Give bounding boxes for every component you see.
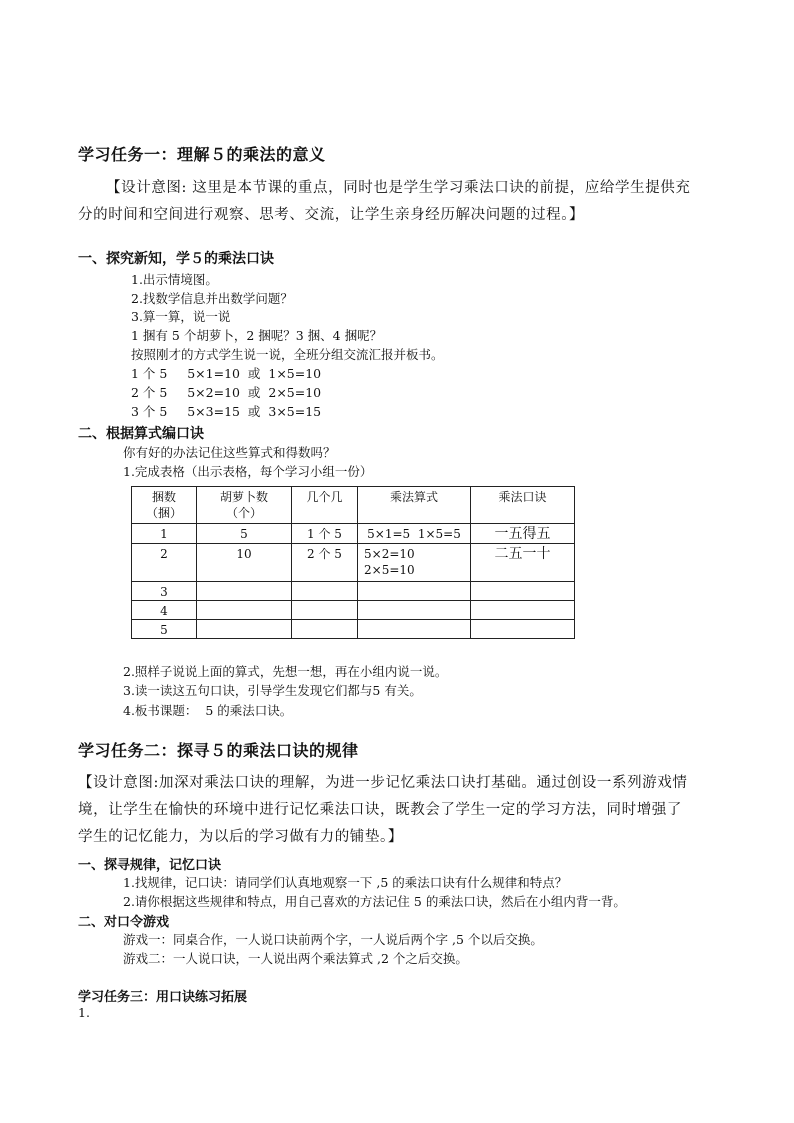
task2-intent-line: 学生的记忆能力，为以后的学习做有力的铺垫。】	[78, 829, 403, 845]
table-cell: 5×1=5 1×5=5	[358, 524, 471, 544]
table-cell: 3	[132, 582, 197, 601]
section2-line: 你有好的办法记住这些算式和得数吗？	[123, 445, 336, 460]
section2-heading: 二、根据算式编口诀	[78, 426, 204, 442]
section2-after-line: 4.板书课题： 5 的乘法口诀。	[123, 703, 293, 718]
section1-line: 1.出示情境图。	[131, 272, 218, 287]
section4-line: 游戏一：同桌合作，一人说口诀前两个字，一人说后两个字 ,5 个以后交换。	[123, 932, 543, 947]
table-cell: 10	[197, 544, 292, 582]
table-cell	[471, 620, 575, 639]
section1-line: 1 个 5 5×1=10 或 1×5=10	[131, 366, 322, 381]
table-cell	[358, 620, 471, 639]
table-cell: 5	[197, 524, 292, 544]
table-header: 乘法口诀	[471, 487, 575, 524]
table-cell	[292, 601, 358, 620]
task3-first-item: 1.	[78, 1005, 90, 1020]
section1-line: 3.算一算，说一说	[131, 309, 231, 324]
table-row	[132, 620, 575, 639]
table-cell	[197, 601, 292, 620]
section3-line: 2.请你根据这些规律和特点，用自己喜欢的方法记住 5 的乘法口诀，然后在小组内背一背。	[123, 894, 626, 909]
task1-title: 学习任务一：理解５的乘法的意义	[78, 145, 326, 164]
table-cell: 一五得五	[471, 524, 575, 544]
table-cell: 5×2=10 2×5=10	[358, 544, 471, 582]
section3-line: 1.找规律，记口诀：请同学们认真地观察一下 ,5 的乘法口诀有什么规律和特点？	[123, 875, 568, 890]
section1-line: 3 个 5 5×3=15 或 3×5=15	[131, 404, 322, 419]
table-cell: 二五一十	[471, 544, 575, 582]
table-row	[132, 582, 575, 601]
table-cell: 1 个 5	[292, 524, 358, 544]
table-cell: 4	[132, 601, 197, 620]
task1-intent-line1: 【设计意图: 这里是本节课的重点，同时也是学生学习乘法口诀的前提，应给学生提供充	[106, 180, 691, 196]
task2-intent-line: 【设计意图:加深对乘法口诀的理解，为进一步记忆乘法口诀打基础。通过创设一系列游戏情	[78, 775, 688, 791]
table-cell	[471, 601, 575, 620]
table-cell: 5	[132, 620, 197, 639]
section3-heading: 一、探寻规律，记忆口诀	[78, 858, 222, 873]
task2-intent-line: 境，让学生在愉快的环境中进行记忆乘法口诀，既教会了学生一定的学习方法，同时增强了	[78, 802, 682, 818]
table-row	[132, 601, 575, 620]
section1-heading: 一、探究新知，学５的乘法口诀	[78, 251, 274, 267]
table-cell	[358, 601, 471, 620]
section1-line: 2 个 5 5×2=10 或 2×5=10	[131, 385, 322, 400]
section2-after-line: 3.读一读这五句口诀，引导学生发现它们都与5 有关。	[123, 683, 422, 698]
section4-heading: 二、对口令游戏	[78, 915, 170, 930]
section1-line: 1 捆有 5 个胡萝卜，2 捆呢？3 捆、4 捆呢？	[131, 328, 383, 343]
table-row	[132, 544, 575, 582]
table-cell	[197, 620, 292, 639]
task1-intent-line2: 分的时间和空间进行观察、思考、交流，让学生亲身经历解决问题的过程。】	[78, 207, 585, 223]
table-header-row	[132, 487, 575, 524]
table-cell: 1	[132, 524, 197, 544]
section2-line: 1.完成表格（出示表格，每个学习小组一份）	[123, 464, 373, 479]
multiplication-table	[131, 486, 575, 639]
task2-title: 学习任务二：探寻５的乘法口诀的规律	[78, 741, 359, 760]
section1-line: 2.找数学信息并出数学问题？	[131, 291, 293, 306]
section2-after-line: 2.照样子说说上面的算式，先想一想，再在小组内说一说。	[123, 664, 448, 679]
table-cell	[292, 582, 358, 601]
table-row	[132, 524, 575, 544]
section4-line: 游戏二：一人说口诀，一人说出两个乘法算式 ,2 个之后交换。	[123, 951, 468, 966]
table-cell	[292, 620, 358, 639]
table-header: 乘法算式	[358, 487, 471, 524]
table-header: 胡萝卜数 （个）	[197, 487, 292, 524]
table-cell: 2	[132, 544, 197, 582]
table-cell	[471, 582, 575, 601]
table-cell	[197, 582, 292, 601]
table-cell	[358, 582, 471, 601]
table-header: 捆数 （捆）	[132, 487, 197, 524]
section1-line: 按照刚才的方式学生说一说，全班分组交流汇报并板书。	[131, 347, 444, 362]
table-cell: 2 个 5	[292, 544, 358, 582]
table-header: 几个几	[292, 487, 358, 524]
task3-title: 学习任务三：用口诀练习拓展	[78, 990, 248, 1005]
